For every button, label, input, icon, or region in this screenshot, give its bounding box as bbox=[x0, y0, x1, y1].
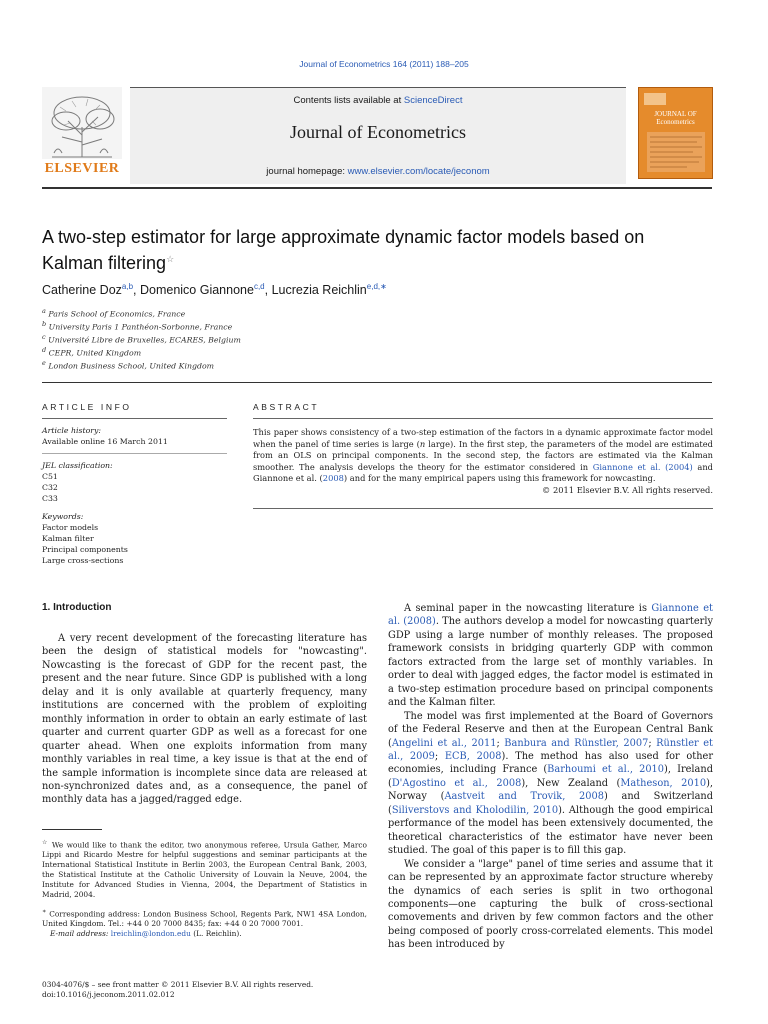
footnote-text: Corresponding address: London Business School, Regents Park, NW1 4SA London, United Kingdom. Tel.: +44 0 20 7000 8435; fax: +44 0 20 7000 7001. bbox=[42, 909, 367, 929]
keyword: Principal components bbox=[42, 545, 128, 554]
sciencedirect-link[interactable]: ScienceDirect bbox=[403, 95, 463, 106]
affiliation-key: b bbox=[42, 320, 47, 328]
footnote-email bbox=[42, 929, 367, 939]
email-suffix: (L. Reichlin). bbox=[190, 929, 242, 938]
body-paragraph bbox=[388, 710, 713, 858]
affiliation bbox=[42, 346, 141, 358]
affiliation bbox=[42, 359, 214, 371]
right-column-body bbox=[388, 602, 713, 952]
affiliation-key: d bbox=[42, 346, 47, 354]
keyword: Factor models bbox=[42, 523, 99, 532]
text-span: ), Ireland ( bbox=[388, 764, 713, 789]
author-list bbox=[42, 282, 387, 297]
footnote-mark: ∗ bbox=[42, 908, 47, 915]
keywords-block bbox=[42, 511, 227, 566]
reference-link[interactable]: Rünstler et al., 2009 bbox=[388, 737, 713, 762]
journal-header-bar bbox=[130, 87, 626, 184]
footnote-corresponding bbox=[42, 907, 367, 929]
text-span: ), Norway ( bbox=[388, 777, 714, 803]
text-span: A seminal paper in the nowcasting literature is bbox=[404, 603, 652, 614]
article-info-rule bbox=[42, 418, 227, 419]
reference-link[interactable]: Aastveit and Trovik, 2008 bbox=[444, 791, 604, 803]
text-span: The model was first implemented at the Board of Governors of the Federal Reserve and then at the European Central Bank ( bbox=[388, 710, 713, 749]
cover-contents-block bbox=[647, 132, 705, 172]
text-span: ) and Switzerland ( bbox=[388, 791, 713, 816]
title-footnote-mark[interactable]: ☆ bbox=[166, 254, 175, 264]
cover-title: JOURNAL OF Econometrics bbox=[654, 110, 697, 126]
affiliation bbox=[42, 333, 241, 345]
reference-text: ) bbox=[343, 473, 348, 484]
keyword: Large cross-sections bbox=[42, 556, 124, 565]
keywords-label: Keywords: bbox=[42, 512, 84, 521]
intro-paragraph: A very recent development of the forecasting literature has been the design of statistical models for "nowcasting". Nowcasting is the forecast of GDP for the recent past, the present and the near future. Since GDP is published with a long delay and it is only available at quarterly frequency, many institutions are concerned with the problem of exploiting monthly information in order to obtain an early estimate of last quarter and current quarter GDP as well as a forecast for one quarter ahead. When one exploits information from many monthly variables in real time, a key issue is that at the end of the sample information is incomplete since data are released at non-synchronized dates and, as a consequence, the panel of monthly data has a jagged/ragged edge. bbox=[42, 633, 367, 806]
contents-line bbox=[130, 95, 626, 106]
jel-code: C51 bbox=[42, 472, 58, 481]
journal-citation[interactable] bbox=[0, 59, 768, 69]
affiliation-rule bbox=[42, 382, 712, 383]
homepage-link[interactable]: www.elsevier.com/locate/jeconom bbox=[347, 166, 490, 177]
reference-link[interactable]: D'Agostino et al., 2008 bbox=[391, 777, 522, 789]
abstract-heading: ABSTRACT bbox=[253, 402, 320, 412]
homepage-line bbox=[130, 166, 626, 177]
text-span: ; bbox=[648, 737, 657, 749]
article-info-heading: ARTICLE INFO bbox=[42, 402, 132, 412]
affiliation-text: London Business School, United Kingdom bbox=[48, 361, 215, 371]
affiliation bbox=[42, 307, 185, 319]
reference-link[interactable]: Banbura and Rünstler, 2007 bbox=[504, 737, 649, 749]
journal-cover-thumbnail bbox=[638, 87, 713, 179]
cover-lines-icon bbox=[647, 132, 705, 172]
doi-link[interactable]: doi:10.1016/j.jeconom.2011.02.012 bbox=[42, 990, 175, 999]
footnote-acknowledgement bbox=[42, 838, 367, 900]
issn-line: 0304-4076/$ – see front matter © 2011 Elsevier B.V. All rights reserved. bbox=[42, 980, 314, 989]
author-affiliation-mark[interactable]: a,b bbox=[121, 282, 134, 291]
abstract-bottom-rule bbox=[253, 508, 713, 509]
abstract-text bbox=[253, 427, 713, 497]
jel-code: C33 bbox=[42, 494, 58, 503]
abstract-part: and for the many empirical papers using this framework for nowcasting. bbox=[347, 473, 656, 484]
jel-classification bbox=[42, 460, 227, 504]
affiliation-key: a bbox=[42, 307, 46, 315]
reference-link[interactable]: Giannone et al. (2004) bbox=[592, 461, 693, 472]
body-paragraph: We consider a "large" panel of time series and assume that it can be represented by an approximate factor structure whereby the dynamics of each series is split in two orthogonal components—one capturing the bulk of cross-sectional comovements and driven by few common factors and the other being composed of poorly cross-correlated elements. This model has been introduced by bbox=[388, 858, 713, 951]
reference-link[interactable]: Barhoumi et al., 2010 bbox=[547, 764, 665, 776]
body-paragraph bbox=[388, 602, 713, 710]
text-span: ). Although the good empirical performance of the model has been extensively documented, the theoretical characteristics of the estimator have never been studied. The goal of this paper is to fill this gap. bbox=[388, 804, 713, 857]
author-name: Domenico Giannone bbox=[139, 283, 254, 298]
left-column-body bbox=[42, 632, 367, 807]
history-value: Available online 16 March 2011 bbox=[42, 437, 168, 446]
reference-link[interactable]: Giannone et al. (2008) bbox=[388, 603, 713, 628]
contents-prefix: Contents lists available at bbox=[293, 95, 404, 106]
author-affiliation-mark[interactable]: c,d bbox=[253, 282, 265, 291]
history-label: Article history: bbox=[42, 426, 102, 435]
abstract-part: large). In the first step, the parameters of the model are estimated from an OLS on principal components. In the second step, the factors are estimated via the Kalman smoother. The analysis develops the theory for the estimator considered in bbox=[253, 438, 713, 472]
text-span: ), New Zealand ( bbox=[521, 777, 621, 789]
abstract-variable: n bbox=[419, 438, 426, 449]
reference-text: Giannone et al. ( bbox=[253, 473, 323, 484]
reference-link[interactable]: ECB, 2008 bbox=[444, 750, 502, 762]
homepage-prefix: journal homepage: bbox=[266, 166, 348, 177]
affiliation-text: CEPR, United Kingdom bbox=[48, 348, 142, 358]
section-heading-introduction: 1. Introduction bbox=[42, 602, 112, 613]
footnote-text: We would like to thank the editor, two anonymous referee, Ursula Gather, Marco Lippi and Ricardo Mestre for helpful suggestions and seminar participants at the International Statistical Institute in Berlin 2003, the European Central Bank, 2003, the Statistical Institute at the Catholic University of Louvain la Neuve, 2004, the Institute for Advanced Studies in Vienna, 2004, the Department of Statistics in Madrid, 2004. bbox=[42, 840, 367, 900]
email-label: E-mail address: bbox=[50, 929, 109, 938]
copyright: © 2011 Elsevier B.V. All rights reserved. bbox=[542, 484, 713, 495]
affiliation-key: e bbox=[42, 359, 46, 367]
article-history bbox=[42, 425, 227, 447]
text-span: ; bbox=[496, 737, 505, 749]
affiliation-key: c bbox=[42, 333, 46, 341]
affiliation-text: Université Libre de Bruxelles, ECARES, Belgium bbox=[48, 335, 241, 345]
elsevier-logo bbox=[42, 87, 122, 179]
abstract-rule bbox=[253, 418, 713, 419]
author-name: Lucrezia Reichlin bbox=[271, 283, 367, 298]
keyword: Kalman filter bbox=[42, 534, 94, 543]
reference-link[interactable]: Siliverstovs and Kholodilin, 2010 bbox=[391, 804, 559, 816]
elsevier-wordmark: ELSEVIER bbox=[44, 161, 120, 176]
affiliation bbox=[42, 320, 232, 332]
author-separator: , bbox=[133, 283, 140, 298]
cover-logo-block bbox=[644, 93, 666, 105]
citation-link[interactable]: Journal of Econometrics 164 (2011) 188–205 bbox=[299, 59, 469, 69]
reference-link[interactable]: Angelini et al., 2011 bbox=[391, 737, 497, 749]
author-separator: , bbox=[264, 283, 272, 298]
affiliation-text: University Paris 1 Panthéon-Sorbonne, France bbox=[48, 322, 233, 332]
reference-link[interactable]: 2008 bbox=[322, 473, 344, 484]
jel-label: JEL classification: bbox=[42, 461, 113, 470]
email-link[interactable]: lreichlin@london.edu bbox=[110, 929, 191, 938]
text-span: ; bbox=[434, 750, 445, 762]
jel-code: C32 bbox=[42, 483, 58, 492]
author-name: Catherine Doz bbox=[42, 283, 122, 298]
abstract-part: This paper shows consistency of a two-step estimation of the factors in a dynamic approximate factor model when the panel of time series is large ( bbox=[253, 427, 713, 449]
footnote-rule bbox=[42, 829, 102, 830]
article-title bbox=[42, 226, 702, 274]
text-span: ). The method has also used for other economies, including France ( bbox=[388, 750, 714, 776]
info-divider bbox=[42, 453, 227, 454]
reference-link[interactable]: Matheson, 2010 bbox=[620, 777, 707, 789]
author-affiliation-mark[interactable]: e,d,∗ bbox=[366, 282, 387, 291]
journal-name: Journal of Econometrics bbox=[290, 122, 466, 142]
article-title-text: A two-step estimator for large approximate dynamic factor models based on Kalman filtering bbox=[42, 227, 645, 273]
header-rule bbox=[42, 187, 712, 189]
abstract-part: and bbox=[692, 461, 713, 472]
affiliation-text: Paris School of Economics, France bbox=[48, 309, 186, 319]
footnote-mark: ☆ bbox=[42, 839, 49, 846]
text-span: . The authors develop a model for nowcasting quarterly GDP using a large number of monthly releases. The proposed framework consists in bridging quarterly GDP with common factors extracted from the large set of monthly variables. In order to deal with jagged edges, the factor model is estimated in a two-step estimation procedure based on principal components and the Kalman filter. bbox=[388, 616, 714, 709]
